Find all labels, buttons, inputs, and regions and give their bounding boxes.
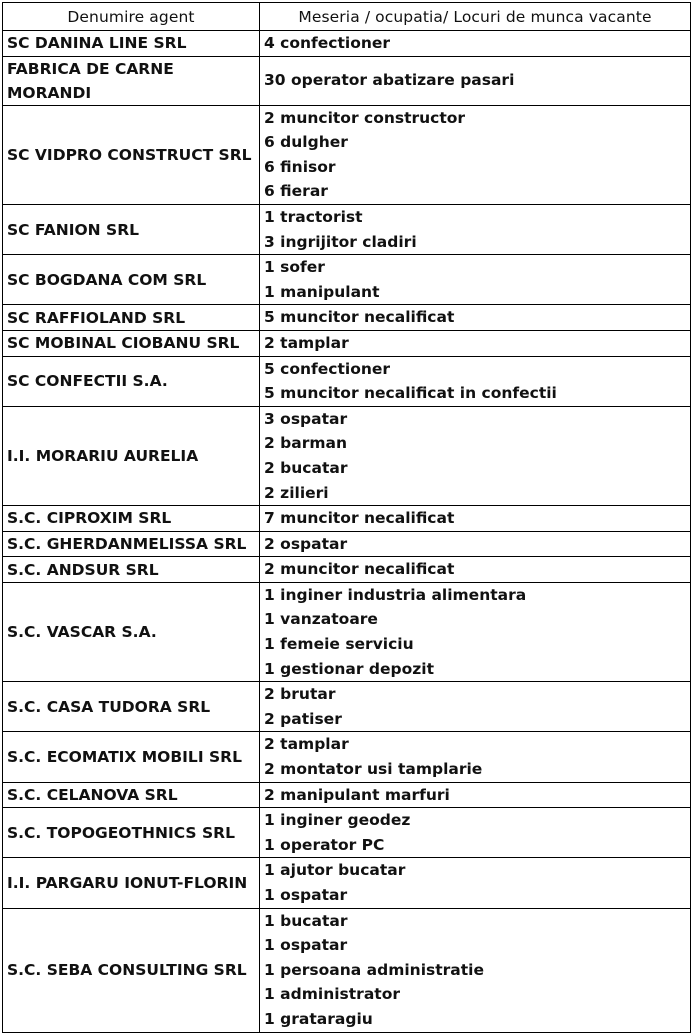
job-item: 1 vanzatoare [264,610,378,629]
job-item: 5 muncitor necalificat in confectii [264,384,557,403]
job-item: 2 barman [264,434,348,453]
job-item: 1 inginer industria alimentara [264,585,527,604]
table-row [3,732,691,782]
agent-name: S.C. TOPOGEOTHNICS SRL [3,808,260,858]
agent-name: SC FANION SRL [3,204,260,254]
table-row [3,908,691,1032]
job-item: 1 gestionar depozit [264,659,435,678]
job-item: 1 inginer geodez [264,811,411,830]
job-item: 2 brutar [264,685,336,704]
table-body [3,31,691,1033]
job-item: 1 ospatar [264,936,348,955]
job-item: 1 femeie serviciu [264,635,414,654]
job-list [260,31,691,57]
table-row [3,255,691,305]
job-list [260,255,691,305]
agent-name: S.C. GHERDANMELISSA SRL [3,531,260,557]
table-row [3,56,691,105]
header-jobs: Meseria / ocupatia/ Locuri de munca vacante [260,3,691,31]
job-list [260,204,691,254]
job-item: 1 ospatar [264,886,348,904]
job-list [260,582,691,681]
table-row [3,204,691,254]
job-list [260,56,691,105]
job-item: 2 ospatar [264,534,348,553]
job-list [260,356,691,406]
job-list [260,506,691,532]
agent-name: S.C. SEBA CONSULTING SRL [3,908,260,1032]
job-item: 6 fierar [264,182,328,201]
table-row [3,682,691,732]
agent-name: SC VIDPRO CONSTRUCT SRL [3,105,260,204]
table-row [3,105,691,204]
agent-name: SC RAFFIOLAND SRL [3,305,260,331]
job-item: 3 ingrijitor cladiri [264,232,417,251]
job-item: 2 patiser [264,709,342,728]
job-item: 2 zilieri [264,483,329,502]
table-row [3,330,691,356]
job-item: 3 ospatar [264,409,348,428]
table-row [3,582,691,681]
job-item: 2 muncitor necalificat [264,560,455,579]
table-row [3,506,691,532]
job-item: 4 confectioner [264,34,391,52]
agent-name: S.C. ANDSUR SRL [3,557,260,583]
table-row [3,406,691,505]
job-item: 30 operator abatizare pasari [264,71,515,90]
table-row [3,356,691,406]
job-list [260,808,691,858]
agent-name: I.I. PARGARU IONUT-FLORIN [3,858,260,908]
agent-name: SC MOBINAL CIOBANU SRL [3,330,260,356]
job-item: 5 confectioner [264,359,391,378]
table-row [3,557,691,583]
header-agent: Denumire agent [3,3,260,31]
agent-name: SC BOGDANA COM SRL [3,255,260,305]
agent-name: S.C. CASA TUDORA SRL [3,682,260,732]
agent-name: S.C. CELANOVA SRL [3,782,260,808]
table-row [3,808,691,858]
job-item: 1 ajutor bucatar [264,861,406,880]
agent-name: S.C. VASCAR S.A. [3,582,260,681]
table-row [3,31,691,57]
job-item: 1 operator PC [264,835,385,854]
job-item: 1 persoana administratie [264,960,484,979]
job-item: 6 dulgher [264,133,348,152]
job-item: 6 finisor [264,157,336,176]
agent-name: S.C. ECOMATIX MOBILI SRL [3,732,260,782]
job-list [260,732,691,782]
table-row [3,858,691,908]
job-list [260,105,691,204]
job-item: 1 administrator [264,985,400,1004]
agent-name: S.C. CIPROXIM SRL [3,506,260,532]
agent-name: SC DANINA LINE SRL [3,31,260,57]
job-list [260,782,691,808]
agent-name: I.I. MORARIU AURELIA [3,406,260,505]
job-item: 5 muncitor necalificat [264,308,455,327]
job-item: 2 montator usi tamplarie [264,760,483,779]
job-list [260,908,691,1032]
job-list [260,531,691,557]
job-item: 1 sofer [264,258,325,277]
job-list [260,305,691,331]
job-item: 2 muncitor constructor [264,108,466,127]
table-row [3,782,691,808]
job-item: 2 manipulant marfuri [264,785,450,804]
job-item: 7 muncitor necalificat [264,509,455,528]
job-item: 1 bucatar [264,911,348,930]
job-item: 1 grataragiu [264,1009,373,1028]
vacancies-table [2,2,691,1033]
header-row [3,3,691,31]
job-item: 1 tractorist [264,207,363,226]
job-item: 1 manipulant [264,282,380,301]
job-list [260,406,691,505]
job-item: 2 tamplar [264,735,349,754]
job-item: 2 tamplar [264,333,349,352]
job-list [260,682,691,732]
job-list [260,557,691,583]
job-list [260,330,691,356]
agent-name: FABRICA DE CARNE MORANDI [3,56,260,105]
job-list [260,858,691,908]
agent-name: SC CONFECTII S.A. [3,356,260,406]
table-row [3,531,691,557]
job-item: 2 bucatar [264,458,348,477]
table-row [3,305,691,331]
